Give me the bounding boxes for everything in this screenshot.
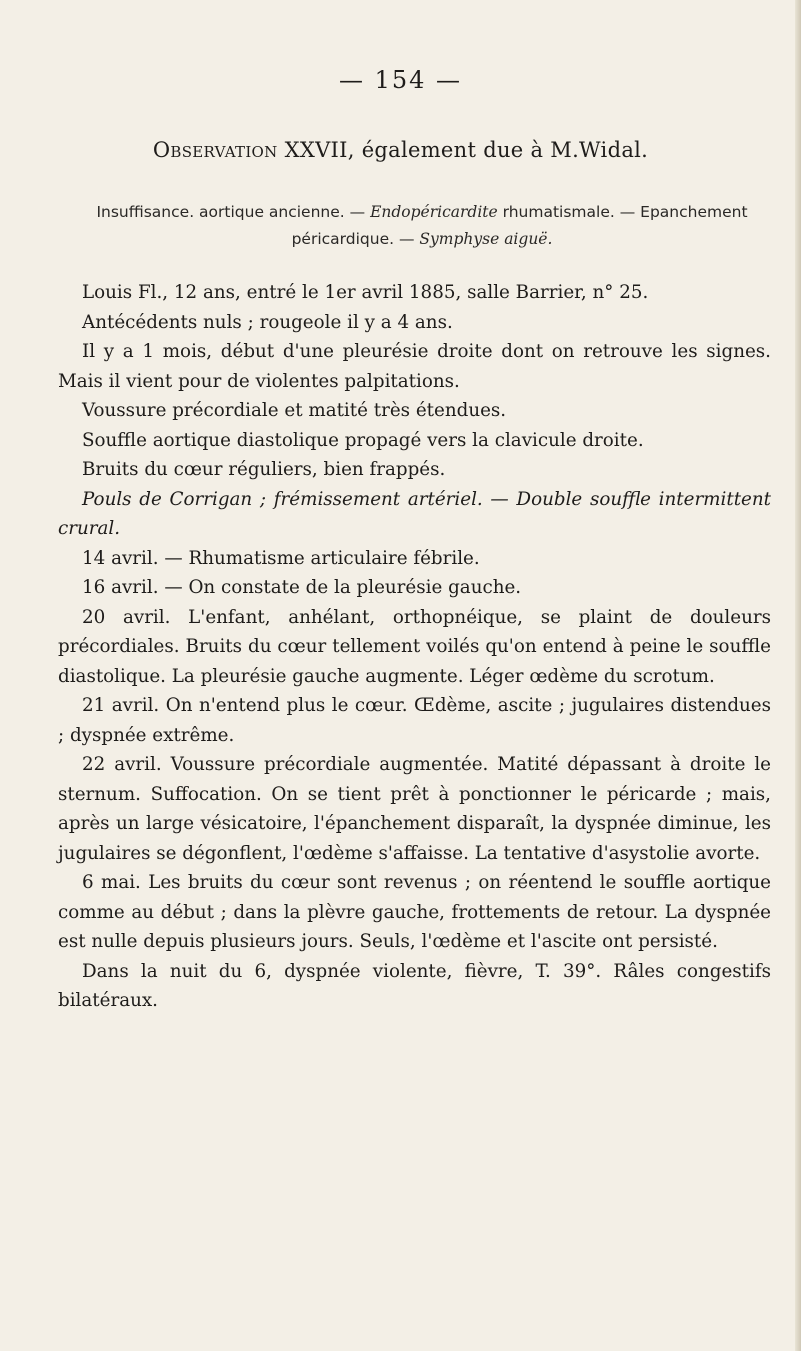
paragraph: Bruits du cœur réguliers, bien frappés. bbox=[82, 459, 446, 480]
italic-text: Pouls de Corrigan ; frémissement artériel. — Double souffle intermittent crural. bbox=[58, 488, 771, 539]
summary-part-1: Insuffisance. aortique ancienne. — bbox=[96, 203, 371, 221]
observation-number: XXVII, bbox=[284, 138, 355, 162]
page-edge bbox=[795, 0, 801, 1351]
paragraph-italic bbox=[58, 485, 771, 544]
paragraph: Il y a 1 mois, début d'une pleurésie droite dont on retrouve les signes. Mais il vient pour de violentes palpitations. bbox=[58, 341, 771, 392]
paragraph: Dans la nuit du 6, dyspnée violente, fièvre, T. 39°. Râles congestifs bilatéraux. bbox=[58, 960, 771, 1011]
paragraph: 6 mai. Les bruits du cœur sont revenus ; on réentend le souffle aortique comme au début ; dans la plèvre gauche, frottements de retour. La dyspnée est nulle depuis plusieurs jours. Seuls, l'œdème et l'ascite ont persisté. bbox=[58, 872, 771, 952]
paragraph: 14 avril. — Rhumatisme articulaire fébrile. bbox=[82, 547, 480, 569]
summary-italic-1: Endopéricardite bbox=[370, 203, 498, 221]
summary-part-2: rhumatismale. — Epanchement péricardique. — bbox=[291, 203, 748, 248]
paragraph: 22 avril. Voussure précordiale augmentée. Matité dépassant à droite le sternum. Suffocation. On se tient prêt à ponctionner le péricarde ; mais, après un large vésicatoire, l'épanchement disparaît, la dyspnée diminue, les jugulaires se dégonflent, l'œdème s'affaisse. La tentative d'asystolie avorte. bbox=[58, 754, 771, 864]
page-number: — 154 — bbox=[338, 66, 463, 94]
summary-italic-2: Symphyse aiguë. bbox=[419, 230, 553, 248]
case-summary bbox=[92, 199, 752, 253]
observation-label: Observation bbox=[152, 138, 278, 162]
observation-attribution: également due à M.Widal. bbox=[361, 138, 649, 162]
observation-title bbox=[0, 138, 801, 162]
paragraph: Voussure précordiale et matité très étendues. bbox=[82, 400, 507, 421]
paragraph: Louis Fl., 12 ans, entré le 1er avril 1885, salle Barrier, n° 25. bbox=[82, 282, 649, 303]
paragraph: Antécédents nuls ; rougeole il y a 4 ans. bbox=[82, 311, 453, 333]
paragraph: Souffle aortique diastolique propagé vers la clavicule droite. bbox=[82, 429, 644, 451]
paragraph: 20 avril. L'enfant, anhélant, orthopnéique, se plaint de douleurs précordiales. Bruits du cœur tellement voilés qu'on entend à peine le souffle diastolique. La pleurésie gauche augmente. Léger œdème du scrotum. bbox=[58, 606, 771, 687]
paragraph: 21 avril. On n'entend plus le cœur. Œdème, ascite ; jugulaires distendues ; dyspnée extrême. bbox=[58, 695, 771, 746]
paragraph: 16 avril. — On constate de la pleurésie gauche. bbox=[82, 577, 522, 598]
case-body bbox=[58, 278, 771, 1016]
